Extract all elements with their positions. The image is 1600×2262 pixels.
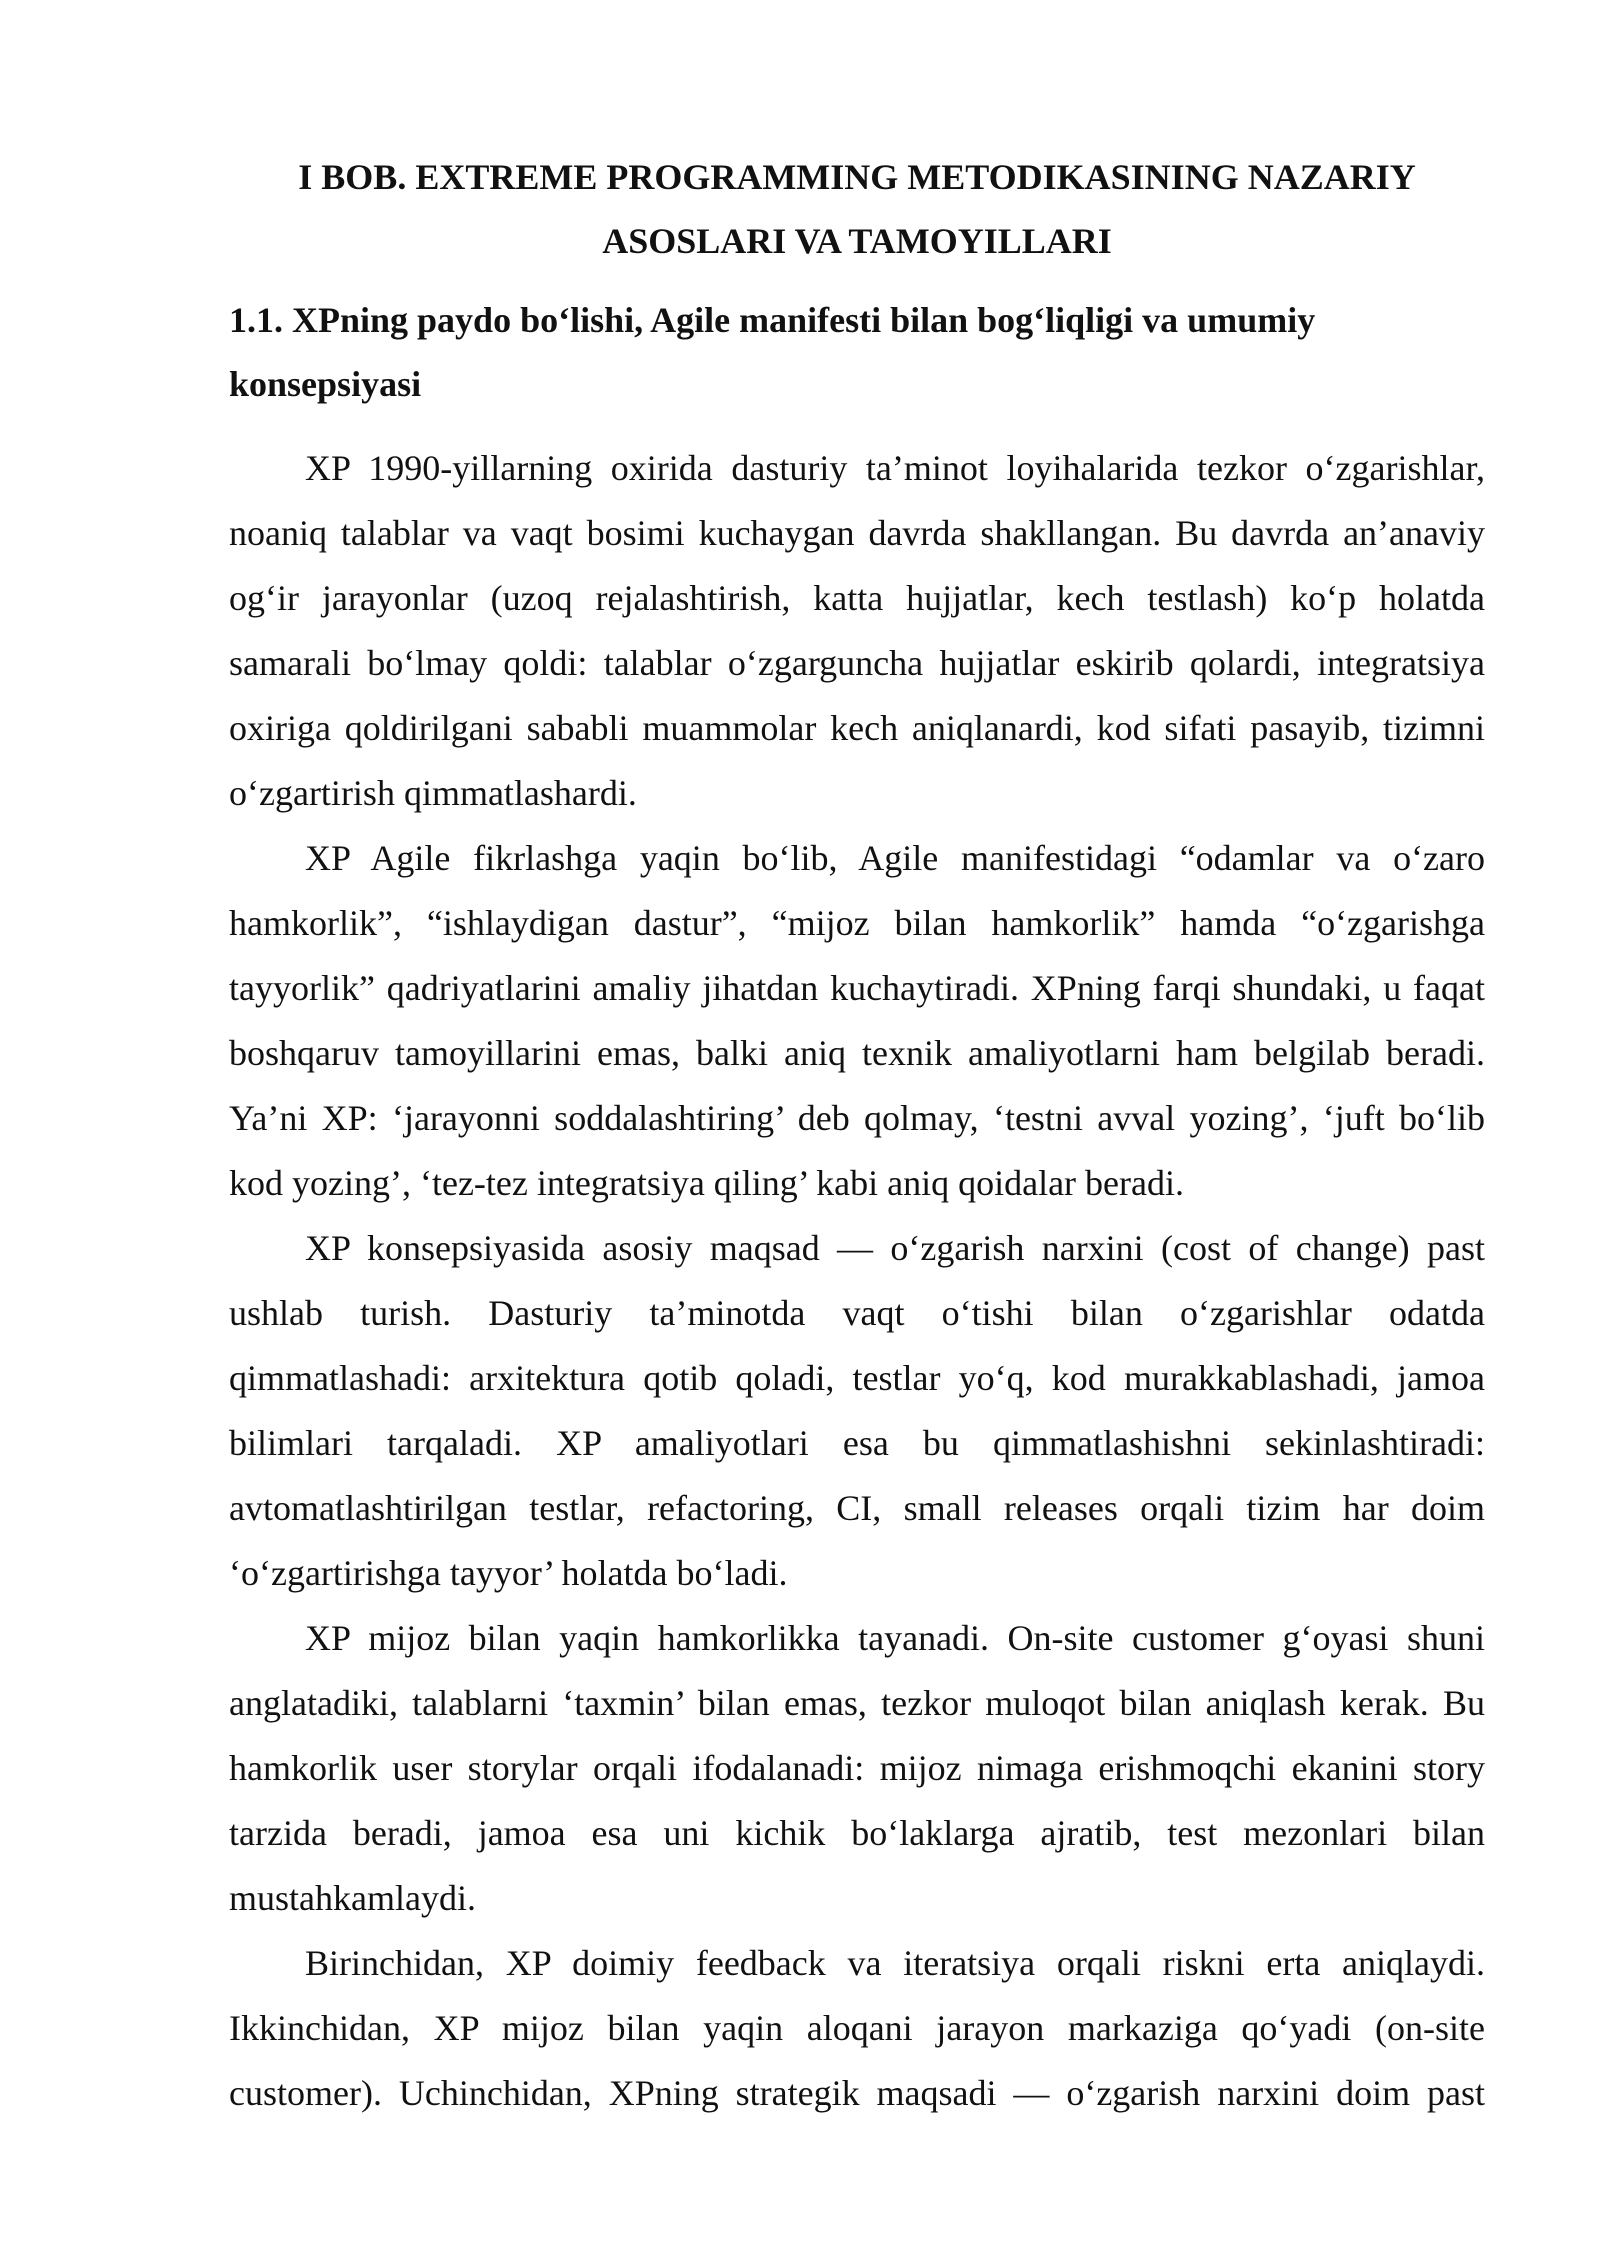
- chapter-title-line-1: I BOB. EXTREME PROGRAMMING METODIKASINING NAZARIY: [298, 157, 1416, 197]
- chapter-title: [229, 145, 1485, 273]
- paragraph-1: XP 1990-yillarning oxirida dasturiy ta’minot loyihalarida tezkor o‘zgarishlar, noaniq talablar va vaqt bosimi kuchaygan davrda shakllangan. Bu davrda an’anaviy og‘ir jarayonlar (uzoq rejalashtirish, katta hujjatlar, kech testlash) ko‘p holatda samarali bo‘lmay qoldi: talablar o‘zgarguncha hujjatlar eskirib qolardi, integratsiya oxiriga qoldirilgani sababli muammolar kech aniqlanardi, kod sifati pasayib, tizimni o‘zgartirish qimmatlashardi.: [229, 448, 1485, 813]
- section-title-line-1: 1.1. XPning paydo bo‘lishi, Agile manifesti bilan bog‘liqligi va umumiy: [229, 300, 1316, 340]
- section-title: [229, 288, 1485, 416]
- chapter-title-line-2: ASOSLARI VA TAMOYILLARI: [602, 221, 1112, 261]
- paragraph-5: Birinchidan, XP doimiy feedback va iteratsiya orqali riskni erta aniqlaydi. Ikkinchidan, XP mijoz bilan yaqin aloqani jarayon markaziga qo‘yadi (on-site customer). Uchinchidan, XPning strategik maqsadi — o‘zgarish narxini doim past: [229, 1943, 1485, 2113]
- paragraph-4: XP mijoz bilan yaqin hamkorlikka tayanadi. On-site customer g‘oyasi shuni anglatadiki, talablarni ‘taxmin’ bilan emas, tezkor muloqot bilan aniqlash kerak. Bu hamkorlik user storylar orqali ifodalanadi: mijoz nimaga erishmoqchi ekanini story tarzida beradi, jamoa esa uni kichik bo‘laklarga ajratib, test mezonlari bilan mustahkamlaydi.: [229, 1618, 1485, 1918]
- section-title-line-2: konsepsiyasi: [229, 364, 422, 404]
- paragraph-2: XP Agile fikrlashga yaqin bo‘lib, Agile manifestidagi “odamlar va o‘zaro hamkorlik”, “ishlaydigan dastur”, “mijoz bilan hamkorlik” hamda “o‘zgarishga tayyorlik” qadriyatlarini amaliy jihatdan kuchaytiradi. XPning farqi shundaki, u faqat boshqaruv tamoyillarini emas, balki aniq texnik amaliyotlarni ham belgilab beradi. Ya’ni XP: ‘jarayonni soddalashtiring’ deb qolmay, ‘testni avval yozing’, ‘juft bo‘lib kod yozing’, ‘tez-tez integratsiya qiling’ kabi aniq qoidalar beradi.: [229, 838, 1485, 1203]
- body-text: [229, 436, 1485, 2126]
- paragraph-3: XP konsepsiyasida asosiy maqsad — o‘zgarish narxini (cost of change) past ushlab turish. Dasturiy ta’minotda vaqt o‘tishi bilan o‘zgarishlar odatda qimmatlashadi: arxitektura qotib qoladi, testlar yo‘q, kod murakkablashadi, jamoa bilimlari tarqaladi. XP amaliyotlari esa bu qimmatlashishni sekinlashtiradi: avtomatlashtirilgan testlar, refactoring, CI, small releases orqali tizim har doim ‘o‘zgartirishga tayyor’ holatda bo‘ladi.: [229, 1228, 1485, 1593]
